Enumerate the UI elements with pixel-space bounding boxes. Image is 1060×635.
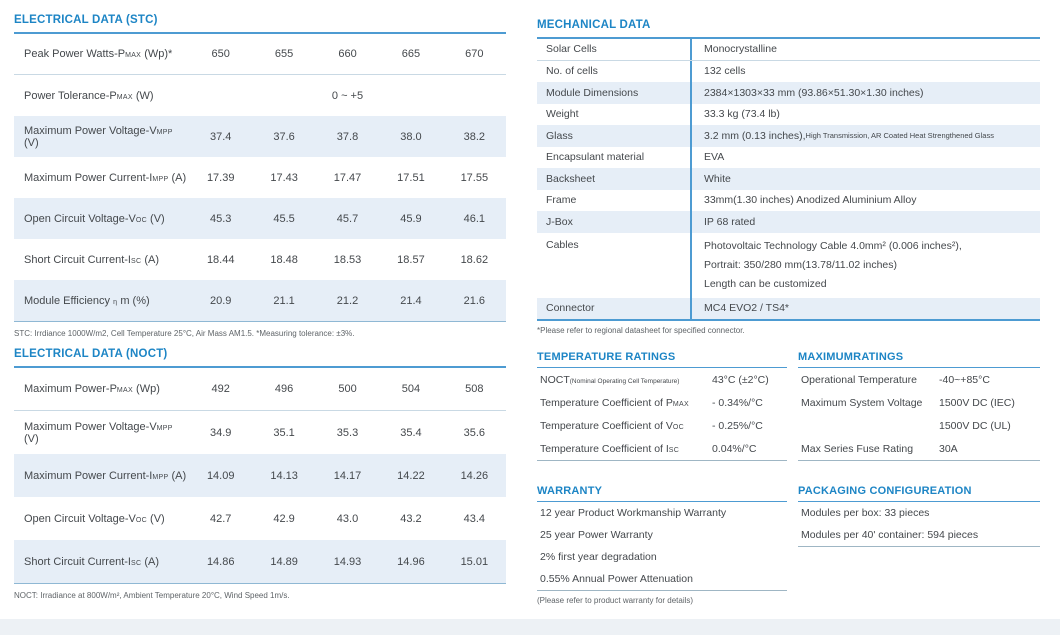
spec-value: IP 68 rated <box>690 211 1040 233</box>
cell-value: 37.6 <box>273 130 295 143</box>
cell-value: 18.44 <box>206 253 235 266</box>
rating-row <box>798 368 1040 391</box>
spec-row <box>537 211 1040 233</box>
spec-row <box>537 233 1040 298</box>
footnote-mechanical: *Please refer to regional datasheet for specified connector. <box>537 326 745 335</box>
cell-value: 17.39 <box>206 171 235 184</box>
spec-value: 33mm(1.30 inches) Anodized Aluminium Alloy <box>690 190 1040 212</box>
rating-row <box>537 414 787 437</box>
section-title-packaging: PACKAGING CONFIGUREATION <box>798 485 1040 502</box>
rating-row <box>537 368 787 391</box>
cell-value: 14.86 <box>206 555 235 568</box>
section-title-mechanical: MECHANICAL DATA <box>537 19 1040 39</box>
cell-value: 45.9 <box>400 212 422 225</box>
cell-value: 38.0 <box>400 130 422 143</box>
rating-label: Maximum System Voltage <box>801 396 923 409</box>
cell-value: 18.57 <box>397 253 425 266</box>
spec-value: 3.2 mm (0.13 inches), High Transmission, AR Coated Heat Strengthened Glass <box>690 125 1040 147</box>
cell-value: 496 <box>274 383 294 395</box>
spec-label: Module Dimensions <box>546 86 639 99</box>
row-label: Module Efficiency η m (%) <box>24 294 150 307</box>
list-item: 2% first year degradation <box>540 551 657 563</box>
table-row <box>14 157 506 198</box>
spec-value <box>690 233 1040 298</box>
spec-row <box>537 61 1040 83</box>
section-maximum-ratings <box>798 351 1040 461</box>
cell-value: 665 <box>401 48 421 60</box>
spec-value: 2384×1303×33 mm (93.86×51.30×1.30 inches) <box>690 82 1040 104</box>
spec-value-line: Photovoltaic Technology Cable 4.0mm² (0.006 inches²), <box>704 239 962 252</box>
section-electrical-noct <box>14 348 506 600</box>
table-row <box>14 75 506 116</box>
left-column <box>14 14 506 600</box>
spec-value-line: Length can be customized <box>704 277 827 290</box>
mechanical-table <box>537 39 1040 321</box>
cell-value: 17.51 <box>397 171 425 184</box>
cell-value: 45.5 <box>273 212 295 225</box>
cell-value: 17.55 <box>460 171 489 184</box>
list-item: Modules per 40' container: 594 pieces <box>801 529 979 541</box>
cell-value: 492 <box>211 383 230 395</box>
rating-row <box>798 391 1040 414</box>
rating-label: NOCT(Nominal Operating Cell Temperature) <box>540 373 680 386</box>
list-item: 0.55% Annual Power Attenuation <box>540 573 693 585</box>
rating-row <box>537 437 787 460</box>
cell-value: 0 ~ +5 <box>331 89 364 102</box>
cell-value: 43.4 <box>463 512 486 525</box>
spec-label: Encapsulant material <box>546 151 645 164</box>
row-label: Short Circuit Current-ISC (A) <box>24 253 160 266</box>
spec-value-line: Portrait: 350/280 mm(13.78/11.02 inches) <box>704 258 897 271</box>
spec-value: 132 cells <box>690 61 1040 83</box>
cell-value: 504 <box>401 383 421 395</box>
spec-label: Glass <box>546 129 573 142</box>
temperature-table <box>537 368 787 461</box>
section-mechanical <box>537 19 1040 335</box>
cell-value: 46.1 <box>463 212 486 225</box>
spec-value: White <box>690 168 1040 190</box>
row-label: Open Circuit Voltage-VOC (V) <box>24 512 165 525</box>
spec-row <box>537 190 1040 212</box>
row-label: Maximum Power Voltage-VMPP (V) <box>24 124 173 149</box>
stc-table <box>14 34 506 322</box>
warranty-list <box>537 502 787 591</box>
maximum-table <box>798 368 1040 461</box>
rating-label: Temperature Coefficient of PMAX <box>540 396 689 409</box>
cell-value: 14.22 <box>397 469 425 482</box>
section-packaging <box>798 485 1040 605</box>
cell-value: 35.3 <box>336 426 359 439</box>
cell-value: 14.13 <box>270 469 298 482</box>
spec-value: EVA <box>690 147 1040 169</box>
spec-label: No. of cells <box>546 65 598 78</box>
cell-value: 20.9 <box>209 294 232 307</box>
cell-value: 21.6 <box>463 294 486 307</box>
rating-value: 1500V DC (IEC) <box>939 396 1015 409</box>
cell-value: 21.1 <box>273 294 295 307</box>
cell-value: 18.53 <box>333 253 362 266</box>
section-title-warranty: WARRANTY <box>537 485 787 502</box>
footnote-warranty: (Please refer to product warranty for details) <box>537 596 694 605</box>
table-row <box>14 497 506 540</box>
rating-value: - 0.25%/°C <box>712 419 763 432</box>
cell-value: 660 <box>338 48 357 60</box>
footnote-stc: STC: Irrdiance 1000W/m2, Cell Temperature 25°C, Air Mass AM1.5. *Measuring tolerance: ±3%. <box>14 329 355 338</box>
cell-value: 42.9 <box>273 512 295 525</box>
cell-value: 45.7 <box>336 212 359 225</box>
cell-value: 14.17 <box>333 469 362 482</box>
cell-value: 508 <box>465 383 484 395</box>
spec-row <box>537 147 1040 169</box>
footer-strip <box>0 619 1060 635</box>
table-row <box>14 239 506 280</box>
table-row <box>14 280 506 321</box>
noct-table <box>14 368 506 584</box>
spec-label: Backsheet <box>546 172 596 185</box>
cell-value: 14.89 <box>270 555 298 568</box>
rating-value: 30A <box>939 442 958 455</box>
rating-label: Max Series Fuse Rating <box>801 442 914 455</box>
rating-label: Operational Temperature <box>801 373 917 386</box>
spec-value: 33.3 kg (73.4 lb) <box>690 104 1040 126</box>
rating-row <box>798 414 1040 437</box>
spec-label: Solar Cells <box>546 43 597 56</box>
table-row <box>14 116 506 157</box>
row-label: Power Tolerance-PMAX (W) <box>24 89 154 102</box>
cell-value: 35.6 <box>463 426 486 439</box>
row-label: Maximum Power-PMAX (Wp) <box>24 383 160 395</box>
right-column <box>537 19 1040 605</box>
table-row <box>14 411 506 454</box>
rating-label: Temperature Coefficient of VOC <box>540 419 684 432</box>
cell-value: 14.26 <box>460 469 489 482</box>
cell-value: 37.8 <box>336 130 359 143</box>
cell-value: 15.01 <box>460 555 489 568</box>
row-label: Peak Power Watts-PMAX (Wp)* <box>24 48 173 60</box>
table-row <box>14 454 506 497</box>
cell-value: 500 <box>338 383 357 395</box>
rating-row <box>537 391 787 414</box>
rating-value: 43°C (±2°C) <box>712 373 769 386</box>
table-row <box>14 34 506 75</box>
rating-value: 1500V DC (UL) <box>939 419 1011 432</box>
packaging-list <box>798 502 1040 547</box>
spec-label: Weight <box>546 108 579 121</box>
cell-value: 45.3 <box>209 212 232 225</box>
cell-value: 21.4 <box>400 294 422 307</box>
rating-value: -40~+85°C <box>939 373 990 386</box>
list-item: 25 year Power Warranty <box>540 529 653 541</box>
warranty-packaging-row <box>537 485 1040 605</box>
spec-value: MC4 EVO2 / TS4* <box>690 298 1040 320</box>
cell-value: 37.4 <box>209 130 232 143</box>
section-title-maximum: MAXIMUMRATINGS <box>798 351 1040 368</box>
spec-value: Monocrystalline <box>690 39 1040 60</box>
section-title-stc: ELECTRICAL DATA (STC) <box>14 14 506 34</box>
cell-value: 21.2 <box>336 294 359 307</box>
table-row <box>14 198 506 239</box>
cell-value: 17.47 <box>333 171 362 184</box>
cell-value: 17.43 <box>270 171 298 184</box>
rating-label: Temperature Coefficient of ISC <box>540 442 680 455</box>
list-item: 12 year Product Workmanship Warranty <box>540 507 727 519</box>
cell-value: 14.93 <box>333 555 362 568</box>
cell-value: 14.09 <box>206 469 235 482</box>
section-electrical-stc <box>14 14 506 338</box>
section-title-noct: ELECTRICAL DATA (NOCT) <box>14 348 506 368</box>
cell-value: 650 <box>211 48 230 60</box>
spec-label: Connector <box>546 302 595 315</box>
spec-row <box>537 298 1040 320</box>
rating-value: 0.04%/°C <box>712 442 757 455</box>
spec-label: Frame <box>546 194 577 207</box>
footnote-noct: NOCT: Irradiance at 800W/m², Ambient Temperature 20°C, Wind Speed 1m/s. <box>14 591 290 600</box>
cell-value: 35.1 <box>273 426 295 439</box>
spec-row <box>537 104 1040 126</box>
cell-value: 14.96 <box>397 555 425 568</box>
cell-value: 35.4 <box>400 426 422 439</box>
section-warranty <box>537 485 787 605</box>
ratings-row <box>537 351 1040 461</box>
list-item: Modules per box: 33 pieces <box>801 507 930 519</box>
cell-value: 18.48 <box>270 253 298 266</box>
spec-row <box>537 168 1040 190</box>
cell-value: 655 <box>274 48 294 60</box>
cell-value: 43.0 <box>336 512 359 525</box>
table-row <box>14 540 506 583</box>
row-label: Open Circuit Voltage-VOC (V) <box>24 212 165 225</box>
rating-value: - 0.34%/°C <box>712 396 763 409</box>
cell-value: 43.2 <box>400 512 422 525</box>
spec-label: J-Box <box>546 215 573 228</box>
row-label: Short Circuit Current-ISC (A) <box>24 555 160 568</box>
rating-row <box>798 437 1040 460</box>
cell-value: 670 <box>465 48 484 60</box>
spec-row <box>537 39 1040 61</box>
section-temperature-ratings <box>537 351 787 461</box>
spec-label: Cables <box>546 238 579 251</box>
cell-value: 34.9 <box>209 426 232 439</box>
cell-value: 18.62 <box>460 253 489 266</box>
row-label: Maximum Power Current-IMPP (A) <box>24 171 187 184</box>
spec-row <box>537 125 1040 147</box>
cell-value: 38.2 <box>463 130 486 143</box>
row-label: Maximum Power Voltage-VMPP (V) <box>24 420 173 445</box>
spec-row <box>537 82 1040 104</box>
table-row <box>14 368 506 411</box>
cell-value: 42.7 <box>209 512 232 525</box>
row-label: Maximum Power Current-IMPP (A) <box>24 469 187 482</box>
section-title-temperature: TEMPERATURE RATINGS <box>537 351 787 368</box>
